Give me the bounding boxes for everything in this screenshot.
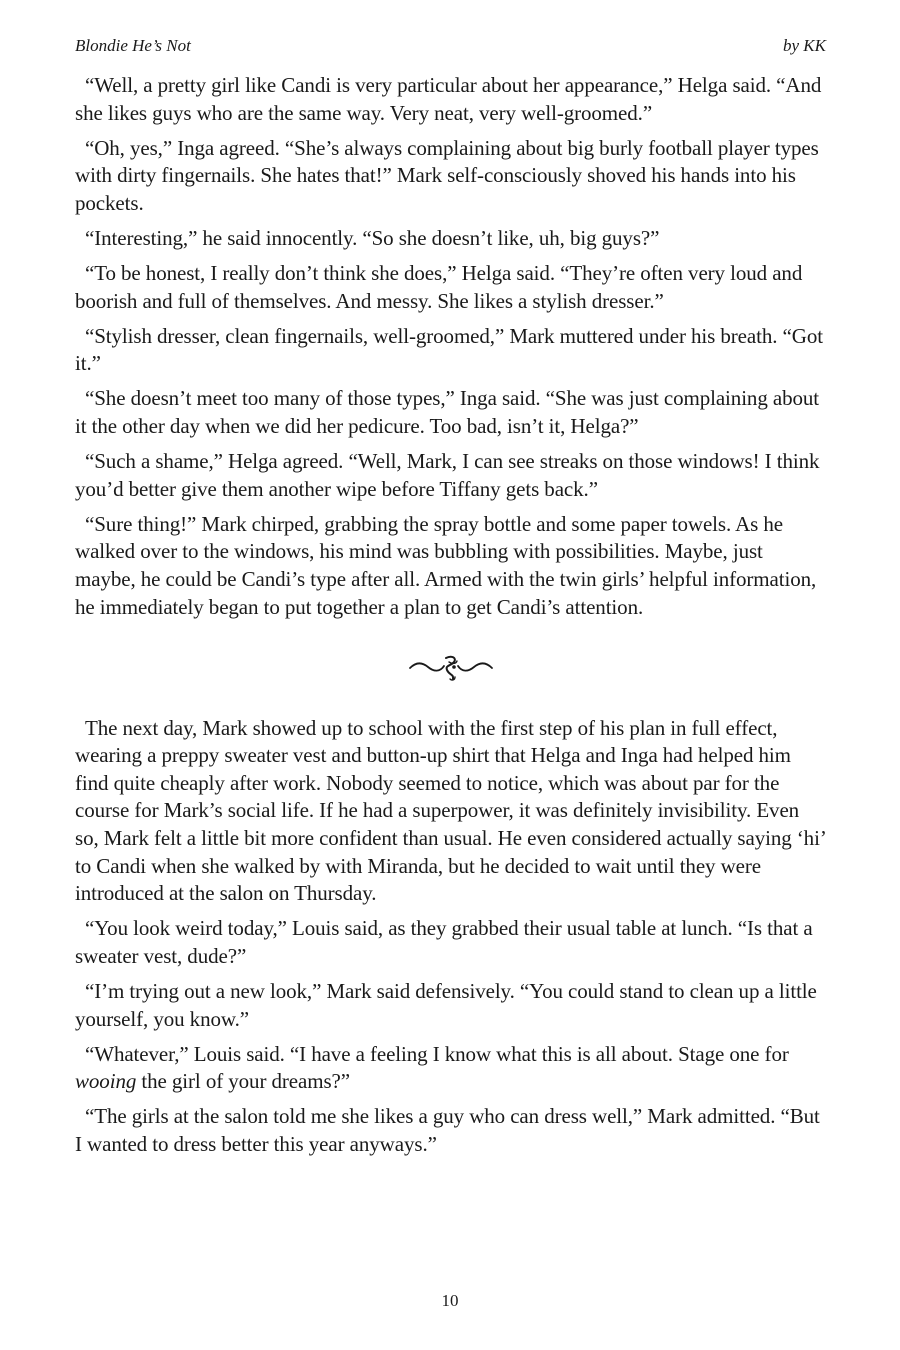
paragraph: “To be honest, I really don’t think she does,” Helga said. “They’re often very loud and boorish and full of themselves. And messy. She likes a stylish dresser.” [75,261,803,313]
paragraph: “The girls at the salon told me she likes a guy who can dress well,” Mark admitted. “But I wanted to dress better this year anyways.” [75,1104,820,1156]
paragraph: “She doesn’t meet too many of those types,” Inga said. “She was just complaining about it the other day when we did her pedicure. Too bad, isn’t it, Helga?” [75,386,820,439]
author-credit: by KK [783,36,826,55]
paragraph: “Interesting,” he said innocently. “So she doesn’t like, uh, big guys?” [85,225,660,250]
paragraph: “You look weird today,” Louis said, as they grabbed their usual table at lunch. “Is that a sweater vest, dude?” [75,916,813,968]
page-number: 10 [441,1291,459,1310]
paragraph: The next day, Mark showed up to school with the first step of his plan in full effect, wearing a preppy sweater vest and button-up shirt that Helga and Inga had helped him find quite cheaply after work. Nobody seemed to notice, which was about par for the course for Mark’s social life. If he had a superpower, it was definitely invisibility. Even so, Mark felt a little bit more confident than usual. He even considered actually saying ‘hi’ to Candi when she walked by with Miranda, but he decided to wait until they were introduced at the salon on Thursday. [75,715,826,906]
paragraph-text: “Whatever,” Louis said. “I have a feeling I know what this is all about. Stage one for [85,1041,789,1066]
running-head [75,36,826,56]
paragraph: “I’m trying out a new look,” Mark said defensively. “You could stand to clean up a little yourself, you know.” [75,979,817,1031]
paragraph: “Sure thing!” Mark chirped, grabbing the spray bottle and some paper towels. As he walked over to the windows, his mind was bubbling with possibilities. Maybe, just maybe, he could be Candi’s type after all. Armed with the twin girls’ helpful information, he immediately began to put together a plan to get Candi’s attention. [75,511,817,619]
paragraph: “Stylish dresser, clean fingernails, well-groomed,” Mark muttered under his breath. “Got it.” [75,323,823,376]
paragraph: “Such a shame,” Helga agreed. “Well, Mark, I can see streaks on those windows! I think you’d better give them another wipe before Tiffany gets back.” [75,449,820,501]
paragraph-text: the girl of your dreams?” [136,1069,350,1094]
book-title: Blondie He’s Not [75,36,191,55]
paragraph: “Oh, yes,” Inga agreed. “She’s always complaining about big burly football player types with dirty fingernails. She hates that!” Mark self-consciously shoved his hands into his pockets. [75,135,819,215]
scene-break-ornament [75,623,827,719]
body-text [75,72,827,1166]
paragraph: “Well, a pretty girl like Candi is very particular about her appearance,” Helga said. “And she likes guys who are the same way. Very neat, very well-groomed.” [75,73,822,125]
paragraph [75,1041,827,1096]
fleuron-scroll-icon [408,652,494,690]
emphasized-word: wooing [75,1069,137,1094]
